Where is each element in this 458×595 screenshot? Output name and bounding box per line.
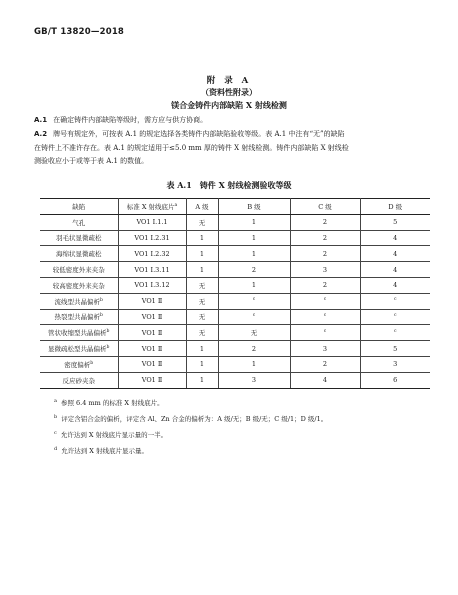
appendix-subtitle: 镁合金铸件内部缺陷 X 射线检测	[171, 100, 287, 110]
cell-standard: VO1 Ⅱ	[118, 372, 186, 388]
cell-defect: 较低密度外来夹杂	[40, 262, 118, 278]
cell-grade-a: 1	[186, 356, 218, 372]
cell-grade-b: 1	[218, 246, 290, 262]
cell-grade-d: c	[360, 309, 430, 325]
header-grade-a: A 级	[186, 199, 218, 215]
cell-standard: VO1 Ⅱ	[118, 293, 186, 309]
cell-grade-b: 2	[218, 341, 290, 357]
cell-grade-a: 1	[186, 230, 218, 246]
cell-defect: 羽毛状显微疏松	[40, 230, 118, 246]
table-title: 表 A.1 铸件 X 射线检测验收等级	[166, 180, 292, 190]
cell-standard: VO1 Ⅰ.2.32	[118, 246, 186, 262]
cell-standard: VO1 Ⅰ.3.11	[118, 262, 186, 278]
cell-grade-b: 3	[218, 372, 290, 388]
footnote: $^d$ 允许达到 X 射线底片显示量。	[54, 446, 148, 456]
cell-grade-c: c	[290, 293, 360, 309]
cell-grade-c: 2	[290, 277, 360, 293]
cell-grade-c: 3	[290, 341, 360, 357]
clause-text-cont: 在铸件上不准许存在。表 A.1 的规定适用于≤5.0 mm 厚的铸件 X 射线检测。铸件内部缺陷 X 射线检	[34, 143, 349, 152]
table-row	[40, 230, 430, 246]
cell-grade-a: 无	[186, 293, 218, 309]
cell-grade-b: 1	[218, 277, 290, 293]
acceptance-grade-table	[40, 198, 430, 389]
cell-grade-a: 无	[186, 277, 218, 293]
cell-standard: VO1 Ⅱ	[118, 341, 186, 357]
cell-grade-b: 2	[218, 262, 290, 278]
appendix-nature: （资料性附录）	[201, 87, 257, 97]
clause-text: 在确定铸件内部缺陷等级时，需方应与供方协商。	[53, 116, 208, 124]
cell-grade-a: 无	[186, 214, 218, 230]
cell-grade-d: 4	[360, 277, 430, 293]
cell-defect: 显微疏松型共晶偏析$^b$	[40, 341, 118, 357]
table-row	[40, 262, 430, 278]
cell-grade-b: 无	[218, 325, 290, 341]
cell-defect: 热裂型共晶偏析$^b$	[40, 309, 118, 325]
footnote: $^b$ 评定含铝合金的偏析，评定含 Al、Zn 合金的偏析为：A 级/无；B 级/无；C 级/1；D 级/1。	[54, 414, 328, 424]
standard-code-header: GB/T 13820—2018	[34, 27, 125, 37]
cell-standard: VO1 Ⅰ.2.31	[118, 230, 186, 246]
cell-grade-b: c	[218, 293, 290, 309]
cell-grade-c: 2	[290, 246, 360, 262]
cell-grade-d: 3	[360, 356, 430, 372]
cell-defect: 密度偏析$^b$	[40, 356, 118, 372]
cell-grade-c: 3	[290, 262, 360, 278]
cell-defect: 海绵状显微疏松	[40, 246, 118, 262]
table-row	[40, 325, 430, 341]
appendix-title: 附 录 A	[206, 76, 252, 86]
cell-grade-b: 1	[218, 214, 290, 230]
footnote: $^c$ 允许达到 X 射线底片显示量的一半。	[54, 430, 168, 440]
header-defect: 缺陷	[40, 199, 118, 215]
table-row	[40, 246, 430, 262]
cell-grade-c: c	[290, 325, 360, 341]
cell-grade-c: 2	[290, 214, 360, 230]
clause-number: A.1	[34, 116, 48, 124]
table-row	[40, 293, 430, 309]
clause-text-cont: 测验收应小于或等于表 A.1 的数值。	[34, 157, 149, 165]
cell-grade-d: 5	[360, 341, 430, 357]
cell-grade-b: c	[218, 309, 290, 325]
cell-grade-a: 无	[186, 309, 218, 325]
cell-grade-a: 1	[186, 246, 218, 262]
clause-a2	[34, 128, 424, 169]
cell-grade-c: c	[290, 309, 360, 325]
cell-grade-a: 1	[186, 341, 218, 357]
cell-grade-d: c	[360, 293, 430, 309]
cell-grade-d: 6	[360, 372, 430, 388]
table-row	[40, 277, 430, 293]
footnote: $^a$ 参照 6.4 mm 的标准 X 射线底片。	[54, 398, 164, 408]
cell-standard: VO1 Ⅰ.1.1	[118, 214, 186, 230]
cell-grade-d: 4	[360, 262, 430, 278]
header-grade-b: B 级	[218, 199, 290, 215]
clause-text: 牌号有规定外，可按表 A.1 的规定选择各类铸件内部缺陷验收等级。表 A.1 中注有“无”的缺陷	[53, 130, 345, 138]
table-row	[40, 372, 430, 388]
cell-grade-c: 4	[290, 372, 360, 388]
table-row	[40, 356, 430, 372]
cell-grade-c: 2	[290, 230, 360, 246]
cell-standard: VO1 Ⅰ.3.12	[118, 277, 186, 293]
cell-defect: 较高密度外来夹杂	[40, 277, 118, 293]
cell-grade-b: 1	[218, 356, 290, 372]
cell-defect: 反应砂夹杂	[40, 372, 118, 388]
table-body	[40, 214, 430, 388]
cell-grade-b: 1	[218, 230, 290, 246]
cell-grade-d: c	[360, 325, 430, 341]
header-grade-d: D 级	[360, 199, 430, 215]
cell-grade-c: 2	[290, 356, 360, 372]
table-row	[40, 309, 430, 325]
cell-grade-a: 1	[186, 262, 218, 278]
cell-grade-d: 4	[360, 230, 430, 246]
cell-grade-a: 无	[186, 325, 218, 341]
cell-defect: 流线型共晶偏析$^b$	[40, 293, 118, 309]
cell-defect: 气孔	[40, 214, 118, 230]
clause-a1	[34, 114, 424, 128]
table-footnotes	[54, 394, 424, 459]
table-row	[40, 341, 430, 357]
cell-grade-a: 1	[186, 372, 218, 388]
cell-standard: VO1 Ⅱ	[118, 356, 186, 372]
table-header-row	[40, 199, 430, 215]
clause-number: A.2	[34, 130, 48, 138]
header-grade-c: C 级	[290, 199, 360, 215]
header-standard: 标准 X 射线底片$^a$	[118, 199, 186, 215]
cell-grade-d: 4	[360, 246, 430, 262]
cell-standard: VO1 Ⅱ	[118, 325, 186, 341]
table-row	[40, 214, 430, 230]
cell-defect: 管状收缩型共晶偏析$^b$	[40, 325, 118, 341]
cell-standard: VO1 Ⅱ	[118, 309, 186, 325]
cell-grade-d: 5	[360, 214, 430, 230]
